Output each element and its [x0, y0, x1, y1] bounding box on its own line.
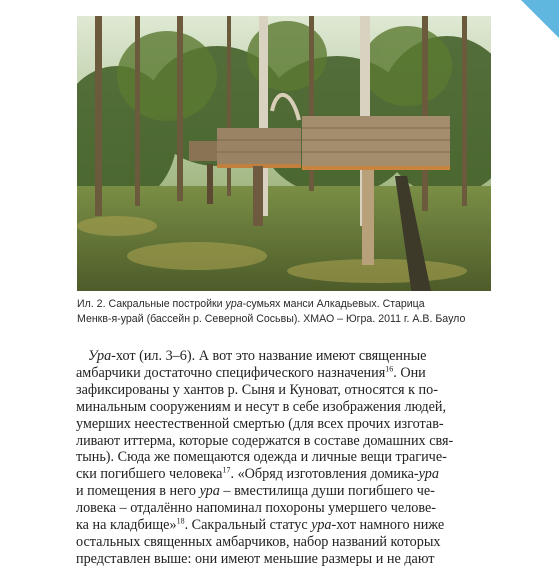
- forest-storehouses-photo: [77, 16, 491, 291]
- footnote-ref-16[interactable]: 16: [385, 364, 394, 374]
- footnote-ref-18[interactable]: 18: [176, 517, 185, 526]
- body-paragraph: [76, 348, 496, 568]
- text-line: представлен выше: они имеют меньшие размеры и не дают: [76, 550, 435, 567]
- text-line: остальных священных амбарчиков, набор названий которых: [76, 533, 441, 550]
- text-line: ски погибшего человека$^{17}$. «Обряд изготовления домика-ура: [76, 466, 439, 483]
- text-line: зафиксированы у хантов р. Сыня и Куноват, относятся к по-: [76, 381, 438, 398]
- figure-caption: [77, 297, 517, 327]
- page-corner-tab: [521, 0, 559, 38]
- text-line: ка на кладбище»$^{18}$. Сакральный статус ура-хот намного ниже: [76, 517, 445, 534]
- text-line: тынь). Сюда же помещаются одежда и личные вещи трагиче-: [76, 449, 447, 466]
- text-line: минальным сооружениям и несут в себе изображения людей,: [76, 398, 447, 415]
- caption-line-2: Менкв-я-урай (бассейн р. Северной Сосьвы). ХМАО – Югра. 2011 г. А.В. Бауло: [77, 313, 466, 325]
- text-line: умерших неестественной смертью (для всех прочих изготав-: [76, 415, 444, 432]
- text-line: Ура-хот (ил. 3–6). А вот это название имеют священные: [88, 348, 427, 364]
- footnote-ref-17[interactable]: 17: [222, 466, 231, 475]
- text-line: и помещения в него ура – вместилища души погибшего че-: [76, 483, 435, 500]
- caption-line-1: Ил. 2. Сакральные постройки ура-сумьях манси Алкадьевых. Старица: [77, 298, 425, 310]
- text-line: амбарчики достаточно специфического назначения$^{16}$. Они: [76, 364, 426, 381]
- text-line: ловека – отдалённо напоминал похороны умершего челове-: [76, 500, 437, 517]
- text-line: ливают иттерма, которые содержатся в составе домашних свя-: [76, 432, 454, 449]
